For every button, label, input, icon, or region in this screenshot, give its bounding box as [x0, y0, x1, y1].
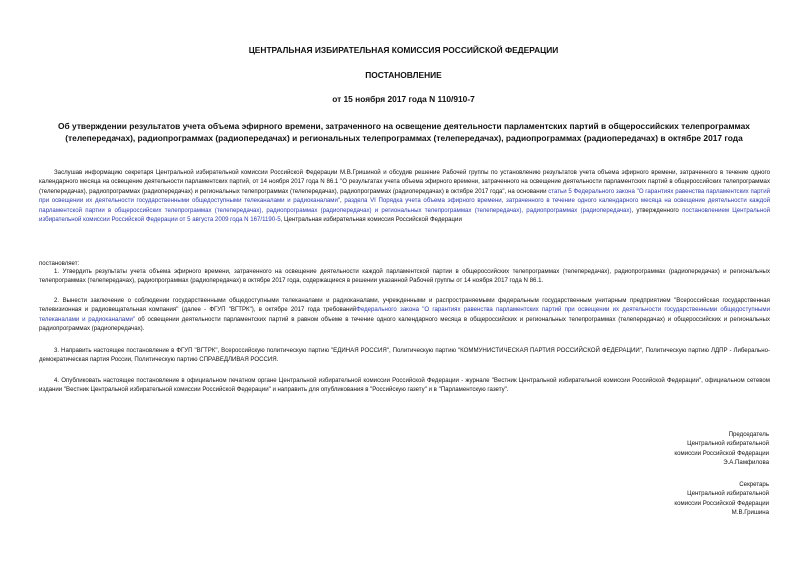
item-4-paragraph: 4. Опубликовать настоящее постановление в официальном печатном органе Центральной избирательной комиссии Российской Федерации - журнале "Вестник Центральной избирательной комиссии Российской Федерации", официальном сетевом издании "Вестник Центральной избирательной комиссии Российской Федерации" и направить для опубликования в "Российскую газету" и в "Парламентскую газету".	[39, 377, 770, 394]
preamble-text-4: , Центральная избирательная комиссия Российской Федерации	[280, 216, 462, 224]
signature-role: Председатель	[728, 431, 769, 438]
signature-org-line-2: комиссии Российской Федерации	[674, 499, 769, 507]
item-3-paragraph: 3. Направить настоящее постановление в ФГУП "ВГТРК", Всероссийскую политическую партию "ЕДИНАЯ РОССИЯ", Политическую партию "КОММУНИСТИЧЕСКАЯ ПАРТИЯ РОССИЙСКОЙ ФЕДЕРАЦИИ", Политическую партию ЛДПР - Либерально-демократическая партия России, Политическую партию СПРАВЕДЛИВАЯ РОССИЯ.	[39, 347, 770, 364]
preamble-text-2: ,	[340, 197, 345, 205]
preamble-text-1: Заслушав информацию секретаря Центральной избирательной комиссии Российской Федерации М.В.Гришиной и обсудив решение Рабочей группы по установлению результатов учета объема эфирного времени, затраченного в течение одного календарного месяца на освещение деятельности парламентских партий, от 14 ноября 2017 года N 86.1 "О результатах учета объема эфирного времени, затраченного на освещение деятельности парламентских партий в общероссийских телепрограммах (телепередачах), радиопрограммах (радиопередачах) и региональных телепрограммах (телепередачах), радиопрограммах (радиопередачах) в октябре 2017 года", на основании	[39, 169, 770, 195]
federal-law-link[interactable]: Федерального закона "О гарантиях равенства парламентских партий при освещении их деятельности государственными общедоступными телеканалами и радиоканалами"	[39, 306, 770, 323]
cec-resolution-link[interactable]: постановлением Центральной избирательной комиссии Российской Федерации от 5 августа 2009 года N 167/1190-5	[39, 206, 771, 224]
chair-signature-block	[599, 430, 769, 468]
signature-org-line-1: Центральной избирательной	[687, 490, 769, 498]
item-2-text-1: 2. Вынести заключение о соблюдении государственными общедоступными телеканалами и радиоканалами, учрежденными и распространяемыми федеральным государственным унитарным предприятием "Всероссийская государственная телевизионная и радиовещательная компания" (далее - ФГУП "ВГТРК"), в октябре 2017 года требований	[39, 297, 770, 314]
item-2-text-2: об освещении деятельности парламентских партий в равном объеме в течение одного календарного месяца в общероссийских и региональных телепрограммах (телепередачах) и общероссийских и региональных радиопрограммах (радиопередачах).	[39, 315, 770, 333]
signature-org-line-2: комиссии Российской Федерации	[674, 449, 769, 457]
organization-heading: ЦЕНТРАЛЬНАЯ ИЗБИРАТЕЛЬНАЯ КОМИССИЯ РОССИЙСКОЙ ФЕДЕРАЦИИ	[248, 45, 559, 55]
preamble-text-3: , утвержденного	[631, 206, 683, 214]
procedure-section-6-link[interactable]: раздела VI Порядка учета объема эфирного времени, затраченного в течение одного календарного месяца на освещение деятельности каждой парламентской партии в общероссийских телепрограммах (телепередачах), радиопрограммах (радиопередачах) и региональных телепрограммах (телепередачах), радиопрограммах (радиопередачах)	[39, 197, 770, 214]
law-article-5-link[interactable]: статьи 5 Федерального закона "О гарантиях равенства парламентских партий при освещении их деятельности государственными общедоступными телеканалами и радиоканалами"	[39, 187, 771, 205]
signature-name: Э.А.Памфилова	[723, 459, 769, 467]
preamble-paragraph	[39, 168, 770, 224]
resolves-label: постановляет:	[39, 260, 80, 267]
signature-role: Секретарь	[739, 481, 769, 488]
document-title: Об утверждении результатов учета объема эфирного времени, затраченного на освещение деятельности парламентских партий в общероссийских телепрограммах (телепередачах), радиопрограммах (радиопередачах) и региональных телепрограммах (телепередачах), радиопрограммах (радиопередачах) в октябре 2017 года	[58, 121, 750, 143]
signature-org-line-1: Центральной избирательной	[687, 440, 769, 448]
item-2-paragraph	[39, 296, 770, 334]
item-1-paragraph: 1. Утвердить результаты учета объема эфирного времени, затраченного на освещение деятельности каждой парламентской партии в общероссийских телепрограммах (телепередачах), радиопрограммах (радиопередачах) и региональных телепрограммах (телепередачах), радиопрограммах (радиопередачах) в октябре 2017 года, содержащиеся в решении указанной Рабочей группы от 14 ноября 2017 года N 86.1.	[39, 268, 770, 285]
signature-name: М.В.Гришина	[731, 509, 769, 517]
document-date-number: от 15 ноября 2017 года N 110/910-7	[332, 94, 475, 104]
secretary-signature-block	[599, 480, 769, 518]
document-type-heading: ПОСТАНОВЛЕНИЕ	[365, 70, 442, 80]
